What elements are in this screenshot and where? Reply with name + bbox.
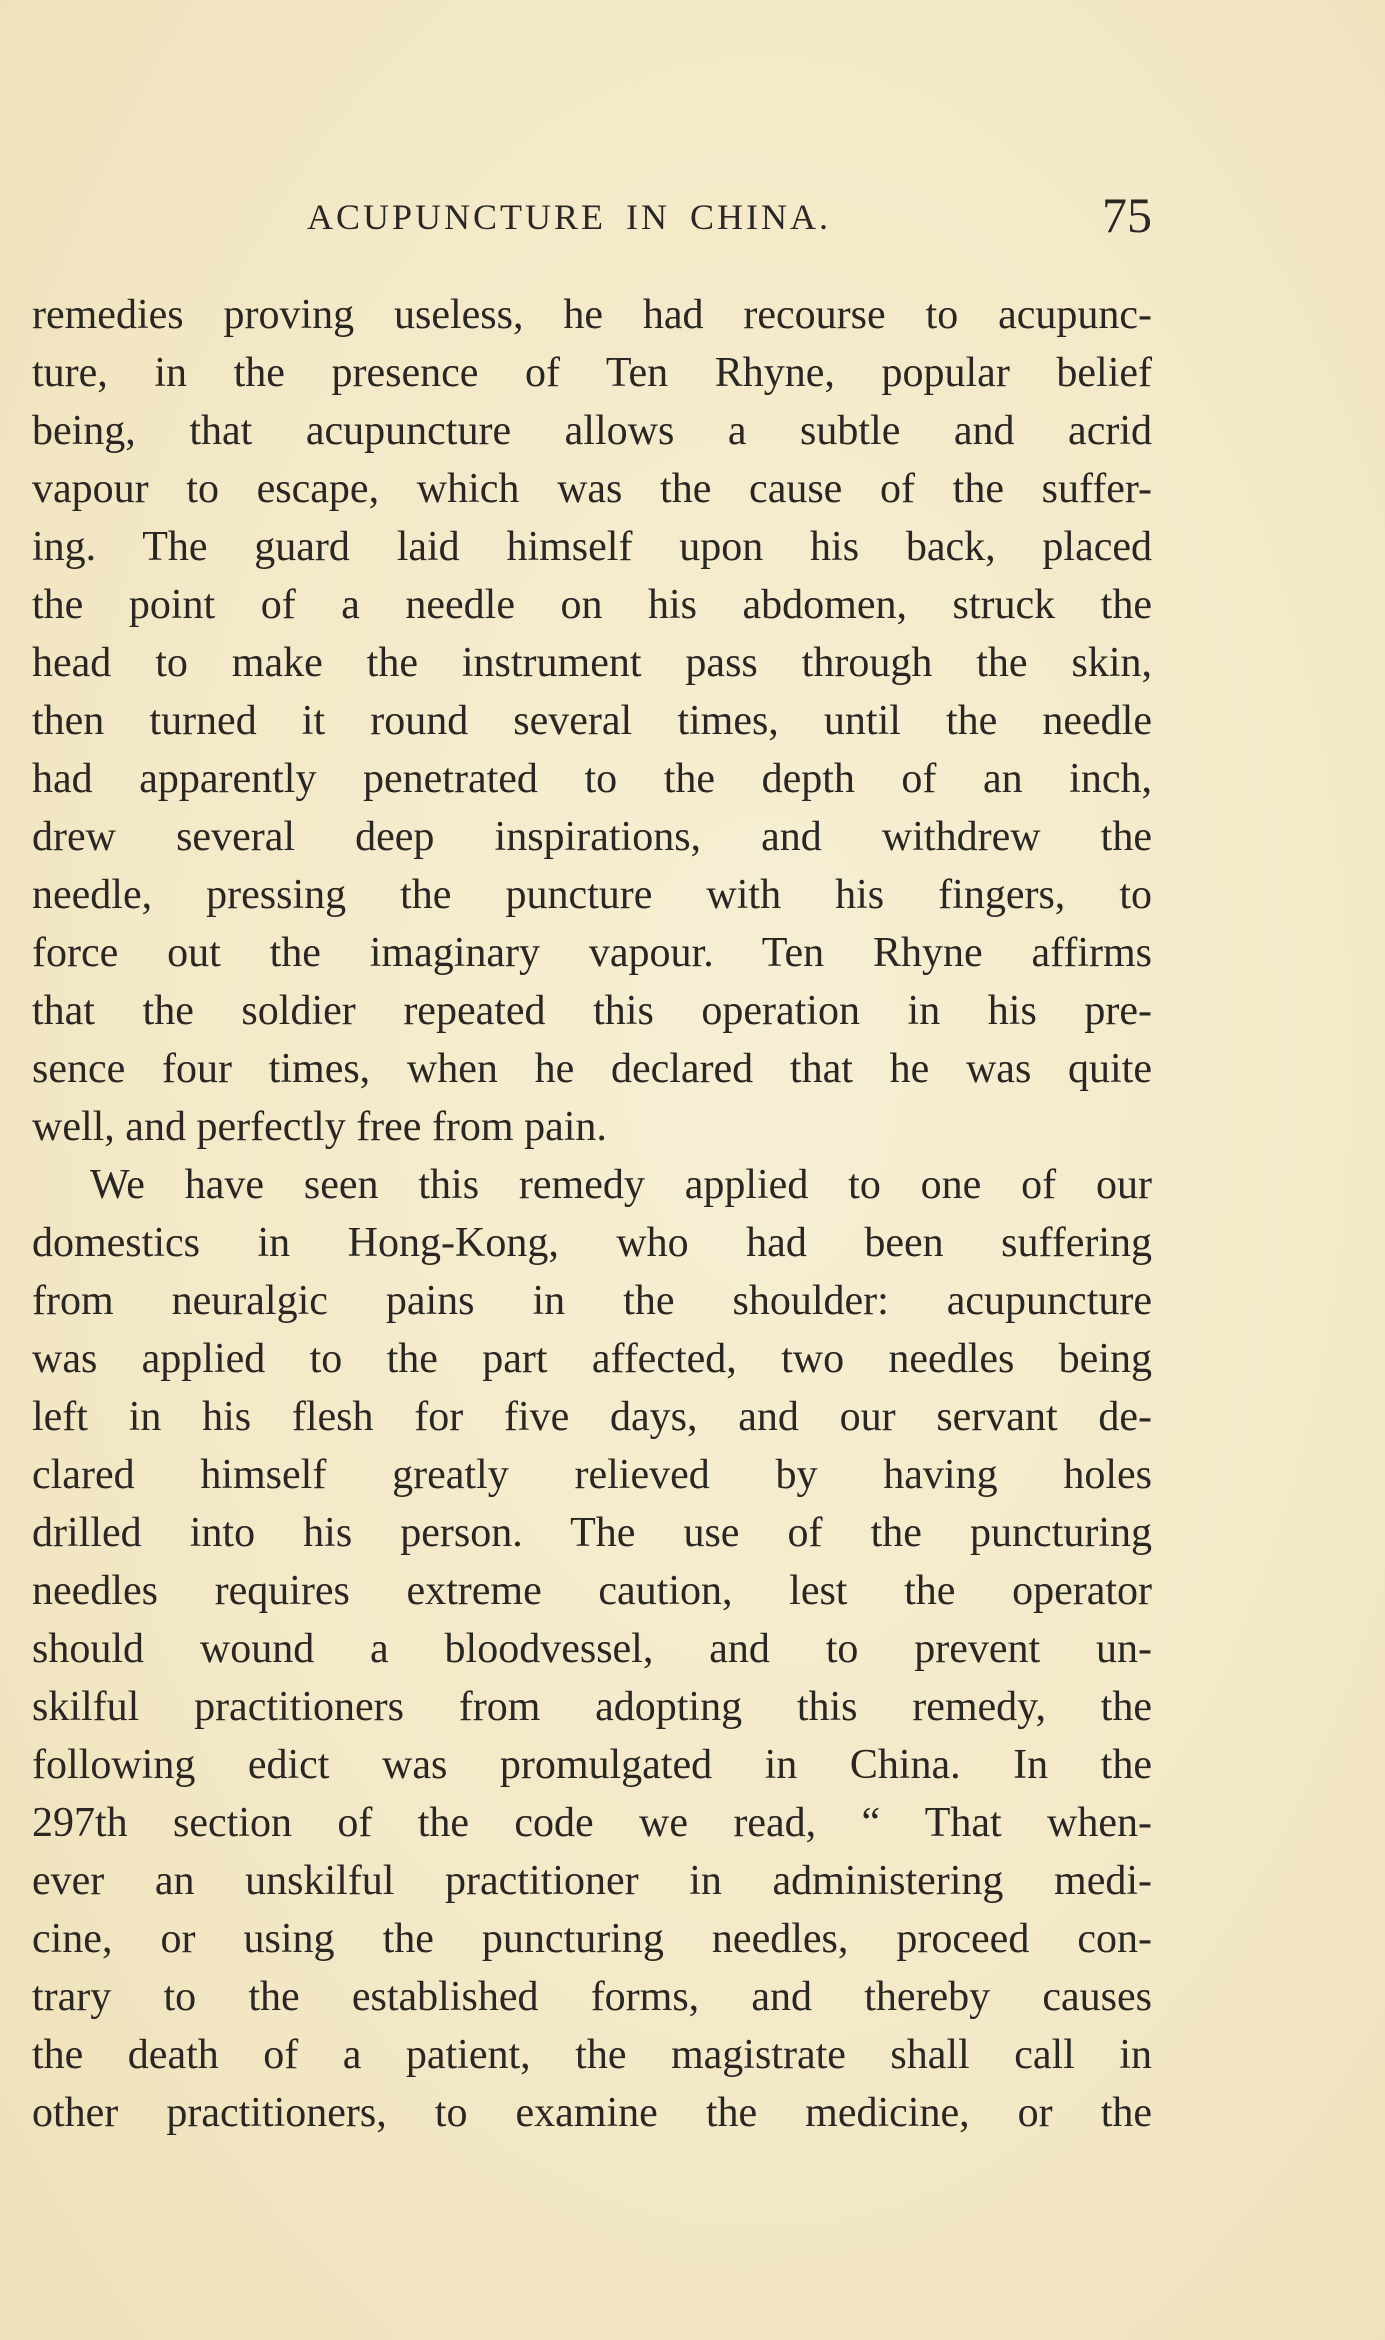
body-text — [32, 286, 1152, 2142]
text-line: that the soldier repeated this operation in his pre- — [32, 988, 1152, 1034]
text-line: the death of a patient, the magistrate shall call in — [32, 2032, 1152, 2078]
text-line: head to make the instrument pass through the skin, — [32, 640, 1152, 686]
text-line: skilful practitioners from adopting this remedy, the — [32, 1684, 1152, 1730]
text-line: should wound a bloodvessel, and to prevent un- — [32, 1626, 1152, 1672]
text-line: had apparently penetrated to the depth of an inch, — [32, 756, 1152, 802]
text-line: trary to the established forms, and thereby causes — [32, 1974, 1152, 2020]
text-line: was applied to the part affected, two needles being — [32, 1336, 1152, 1382]
text-line: remedies proving useless, he had recourse to acupunc- — [32, 292, 1152, 338]
text-line: vapour to escape, which was the cause of the suffer- — [32, 466, 1152, 512]
running-title: ACUPUNCTURE IN CHINA. — [307, 197, 832, 237]
paragraph-end-line: well, and perfectly free from pain. — [32, 1104, 607, 1150]
text-line: sence four times, when he declared that he was quite — [32, 1046, 1152, 1092]
text-line: from neuralgic pains in the shoulder: acupuncture — [32, 1278, 1152, 1324]
text-line: then turned it round several times, until the needle — [32, 698, 1152, 744]
text-line: drilled into his person. The use of the puncturing — [32, 1510, 1152, 1556]
text-line: needles requires extreme caution, lest the operator — [32, 1568, 1152, 1614]
text-line: following edict was promulgated in China. In the — [32, 1742, 1152, 1788]
text-line: ing. The guard laid himself upon his back, placed — [32, 524, 1152, 570]
page-number: 75 — [1102, 187, 1152, 243]
text-line: ture, in the presence of Ten Rhyne, popular belief — [32, 350, 1152, 396]
text-line: drew several deep inspirations, and withdrew the — [32, 814, 1152, 860]
text-line: left in his flesh for five days, and our servant de- — [32, 1394, 1152, 1440]
text-line: 297th section of the code we read, “ That when- — [32, 1800, 1152, 1846]
text-line: clared himself greatly relieved by having holes — [32, 1452, 1152, 1498]
paragraph-start-line: We have seen this remedy applied to one of our — [90, 1162, 1152, 1208]
text-line: force out the imaginary vapour. Ten Rhyne affirms — [32, 930, 1152, 976]
text-line: domestics in Hong-Kong, who had been suffering — [32, 1220, 1152, 1266]
text-line: the point of a needle on his abdomen, struck the — [32, 582, 1152, 628]
text-line: other practitioners, to examine the medicine, or the — [32, 2090, 1152, 2136]
text-line: cine, or using the puncturing needles, proceed con- — [32, 1916, 1152, 1962]
text-line: being, that acupuncture allows a subtle and acrid — [32, 408, 1152, 454]
text-line: ever an unskilful practitioner in administering medi- — [32, 1858, 1152, 1904]
running-head — [32, 187, 1152, 250]
text-line: needle, pressing the puncture with his fingers, to — [32, 872, 1152, 918]
